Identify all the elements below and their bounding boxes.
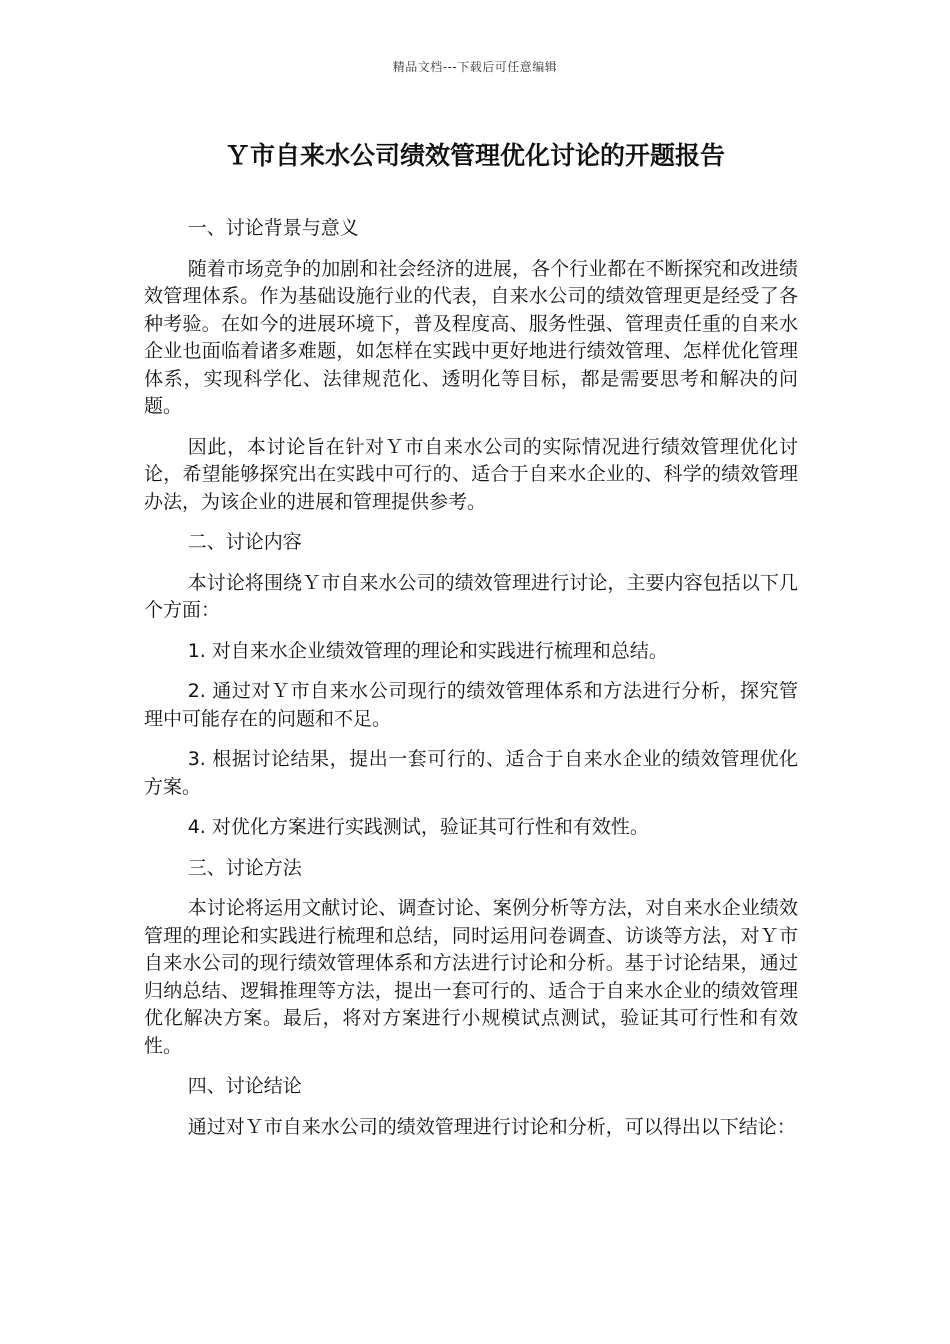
list-item-4: 4. 对优化方案进行实践测试，验证其可行性和有效性。 [187, 816, 649, 838]
list-item-1: 1. 对自来水企业绩效管理的理论和实践进行梳理和总结。 [187, 639, 668, 662]
section-heading-content: 二、讨论内容 [187, 531, 302, 553]
paragraph-conclusion: 通过对Ｙ市自来水公司的绩效管理进行讨论和分析，可以得出以下结论： [187, 1115, 796, 1138]
document-body [144, 215, 798, 1154]
list-item-3: 3. 根据讨论结果，提出一套可行的、适合于自来水企业的绩效管理优化方案。 [144, 748, 798, 798]
paragraph-method: 本讨论将运用文献讨论、调查讨论、案例分析等方法，对自来水企业绩效管理的理论和实践进行梳理和总结，同时运用问卷调查、访谈等方法，对Ｙ市自来水公司的现行绩效管理体系和方法进行讨论和分析。基于讨论结果，通过归纳总结、逻辑推理等方法，提出一套可行的、适合于自来水企业的绩效管理优化解决方案。最后，将对方案进行小规模试点测试，验证其可行性和有效性。 [144, 897, 798, 1057]
section-heading-method: 三、讨论方法 [187, 856, 302, 879]
paragraph-content-intro: 本讨论将围绕Ｙ市自来水公司的绩效管理进行讨论，主要内容包括以下几个方面： [144, 571, 798, 621]
section-heading-background: 一、讨论背景与意义 [187, 217, 359, 239]
paragraph-background-1: 随着市场竞争的加剧和社会经济的进展，各个行业都在不断探究和改进绩效管理体系。作为基础设施行业的代表，自来水公司的绩效管理更是经受了各种考验。在如今的进展环境下，普及程度高、服务性强、管理责任重的自来水企业也面临着诸多难题，如怎样在实践中更好地进行绩效管理、怎样优化管理体系，实现科学化、法律规范化、透明化等目标，都是需要思考和解决的问题。 [144, 257, 798, 417]
page-header: 精品文档---下载后可任意编辑 [392, 60, 558, 74]
section-heading-conclusion: 四、讨论结论 [187, 1075, 302, 1097]
list-item-2: 2. 通过对Ｙ市自来水公司现行的绩效管理体系和方法进行分析，探究管理中可能存在的问题和不足。 [144, 680, 798, 730]
document-title: Ｙ市自来水公司绩效管理优化讨论的开题报告 [224, 141, 725, 170]
paragraph-background-2: 因此，本讨论旨在针对Ｙ市自来水公司的实际情况进行绩效管理优化讨论，希望能够探究出在实践中可行的、适合于自来水企业的、科学的绩效管理办法，为该企业的进展和管理提供参考。 [144, 435, 798, 513]
